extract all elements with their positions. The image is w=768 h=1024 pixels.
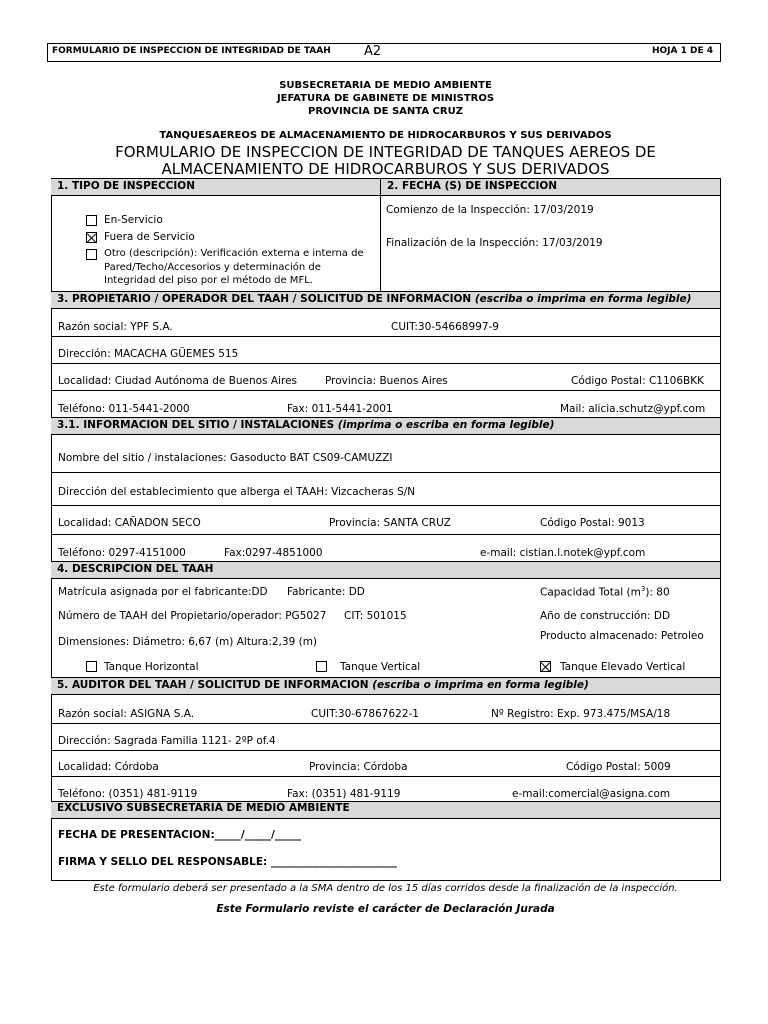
auditor-direccion: Dirección: Sagrada Familia 1121- 2ºP of.4 — [58, 735, 276, 747]
authority-line3: PROVINCIA DE SANTA CRUZ — [308, 106, 463, 117]
exclusivo-title: EXCLUSIVO SUBSECRETARIA DE MEDIO AMBIENTE — [57, 802, 350, 814]
option-otro-line2: Pared/Techo/Accesorios y determinación de — [104, 262, 321, 273]
footer-note: Este formulario deberá ser presentado a la SMA dentro de los 15 días corridos desde la finalización de la inspección. — [93, 883, 678, 894]
site-email: e-mail: cistian.l.notek@ypf.com — [480, 547, 646, 559]
section4-title: 4. DESCRIPCION DEL TAAH — [57, 563, 214, 575]
owner-fax: Fax: 011-5441-2001 — [287, 403, 393, 415]
section3-title — [57, 293, 691, 305]
main-title-line1: FORMULARIO DE INSPECCION DE INTEGRIDAD DE TANQUES AEREOS DE — [115, 143, 656, 161]
section31-title-note: (imprima o escriba en forma legible) — [337, 419, 555, 431]
owner-direccion: Dirección: MACACHA GÜEMES 515 — [58, 348, 239, 360]
table-right-border — [720, 178, 721, 881]
auditor-localidad: Localidad: Córdoba — [58, 761, 159, 773]
section1-2-divider — [380, 178, 381, 292]
checkbox-otro[interactable] — [86, 249, 97, 260]
tank-fabricante: Fabricante: DD — [287, 586, 365, 598]
owner-codigo-postal: Código Postal: C1106BKK — [571, 375, 704, 387]
tank-capacidad-sup: 3 — [640, 585, 646, 593]
site-fax: Fax:0297-4851000 — [224, 547, 323, 559]
tank-capacidad-label: Capacidad Total (m — [540, 586, 641, 599]
authority-line1: SUBSECRETARIA DE MEDIO AMBIENTE — [279, 80, 492, 91]
owner-localidad: Localidad: Ciudad Autónoma de Buenos Aires — [58, 375, 298, 387]
checkbox-tanque-horizontal[interactable] — [86, 661, 97, 672]
tank-capacidad-value: ): 80 — [645, 586, 670, 599]
option-en-servicio-label: En-Servicio — [104, 214, 163, 226]
row-divider — [51, 750, 720, 751]
tank-producto: Producto almacenado: Petroleo — [540, 630, 704, 642]
row-divider — [51, 390, 720, 391]
header-form-title: FORMULARIO DE INSPECCION DE INTEGRIDAD DE TAAH — [52, 46, 331, 56]
header-page: HOJA 1 DE 4 — [652, 46, 714, 56]
auditor-fax: Fax: (0351) 481-9119 — [287, 788, 401, 800]
row-divider — [51, 336, 720, 337]
site-telefono: Teléfono: 0297-4151000 — [58, 547, 186, 559]
auditor-registro: Nº Registro: Exp. 973.475/MSA/18 — [491, 708, 671, 720]
subtitle: TANQUESAEREOS DE ALMACENAMIENTO DE HIDROCARBUROS Y SUS DERIVADOS — [159, 130, 612, 141]
checkbox-fuera-de-servicio[interactable] — [86, 232, 97, 243]
auditor-provincia: Provincia: Córdoba — [309, 761, 408, 773]
tank-type-vertical-label: Tanque Vertical — [340, 661, 421, 673]
option-fuera-de-servicio-label: Fuera de Servicio — [104, 231, 195, 243]
section31-title — [57, 419, 554, 431]
row-divider — [51, 505, 720, 506]
main-title-line2: ALMACENAMIENTO DE HIDROCARBUROS Y SUS DERIVADOS — [161, 160, 610, 178]
row-divider — [51, 534, 720, 535]
tank-numero: Número de TAAH del Propietario/operador: PG5027 — [58, 610, 327, 622]
option-otro-line3: Integridad del piso por el método de MFL. — [104, 275, 313, 286]
section1-title: 1. TIPO DE INSPECCION — [57, 180, 195, 192]
owner-telefono: Teléfono: 011-5441-2000 — [58, 403, 190, 415]
tank-type-elevado-label: Tanque Elevado Vertical — [560, 661, 686, 673]
header-code: A2 — [364, 44, 382, 59]
site-localidad: Localidad: CAÑADON SECO — [58, 517, 201, 529]
site-direccion: Dirección del establecimiento que alberga el TAAH: Vizcacheras S/N — [58, 486, 416, 498]
row-divider — [51, 472, 720, 473]
owner-razon-social: Razón social: YPF S.A. — [58, 321, 173, 333]
tank-anio: Año de construcción: DD — [540, 610, 671, 622]
owner-provincia: Provincia: Buenos Aires — [325, 375, 448, 387]
site-codigo-postal: Código Postal: 9013 — [540, 517, 645, 529]
section31-title-text: 3.1. INFORMACION DEL SITIO / INSTALACIONES — [57, 419, 335, 431]
section2-title: 2. FECHA (S) DE INSPECCION — [387, 180, 558, 192]
auditor-razon-social: Razón social: ASIGNA S.A. — [58, 708, 195, 720]
checkbox-en-servicio[interactable] — [86, 215, 97, 226]
section5-title-text: 5. AUDITOR DEL TAAH / SOLICITUD DE INFORMACION — [57, 679, 369, 691]
auditor-cuit: CUIT:30-67867622-1 — [311, 708, 419, 720]
tank-type-horizontal-label: Tanque Horizontal — [104, 661, 199, 673]
fecha-presentacion: FECHA DE PRESENTACION:_____/_____/_____ — [58, 829, 302, 841]
inspection-start: Comienzo de la Inspección: 17/03/2019 — [386, 204, 594, 216]
option-otro-label: Otro (descripción): Verificación externa e interna de — [104, 248, 364, 259]
section5-title-note: (escriba o imprima en forma legible) — [372, 679, 589, 691]
owner-cuit: CUIT:30-54668997-9 — [391, 321, 499, 333]
table-bottom-border — [51, 880, 720, 881]
tank-cit: CIT: 501015 — [344, 610, 407, 622]
inspection-end: Finalización de la Inspección: 17/03/2019 — [386, 237, 603, 249]
tank-capacidad — [540, 585, 670, 599]
auditor-telefono: Teléfono: (0351) 481-9119 — [58, 788, 198, 800]
site-provincia: Provincia: SANTA CRUZ — [329, 517, 451, 529]
authority-line2: JEFATURA DE GABINETE DE MINISTROS — [276, 93, 495, 104]
section3-title-note: (escriba o imprima en forma legible) — [474, 293, 692, 305]
footer-declaration: Este Formulario reviste el carácter de Declaración Jurada — [216, 903, 555, 915]
firma-responsable: FIRMA Y SELLO DEL RESPONSABLE: ________________________ — [58, 856, 397, 868]
section3-title-text: 3. PROPIETARIO / OPERADOR DEL TAAH / SOLICITUD DE INFORMACION — [57, 293, 472, 305]
row-divider — [51, 363, 720, 364]
site-nombre: Nombre del sitio / instalaciones: Gasoducto BAT CS09-CAMUZZI — [58, 452, 393, 464]
auditor-email: e-mail:comercial@asigna.com — [512, 788, 671, 800]
tank-dimensiones: Dimensiones: Diámetro: 6,67 (m) Altura:2,39 (m) — [58, 636, 318, 648]
section5-title — [57, 679, 589, 691]
row-divider — [51, 776, 720, 777]
checkbox-tanque-vertical[interactable] — [316, 661, 327, 672]
owner-mail: Mail: alicia.schutz@ypf.com — [560, 403, 706, 415]
row-divider — [51, 723, 720, 724]
checkbox-tanque-elevado-vertical[interactable] — [540, 661, 551, 672]
tank-matricula: Matrícula asignada por el fabricante:DD — [58, 586, 268, 598]
auditor-codigo-postal: Código Postal: 5009 — [566, 761, 671, 773]
